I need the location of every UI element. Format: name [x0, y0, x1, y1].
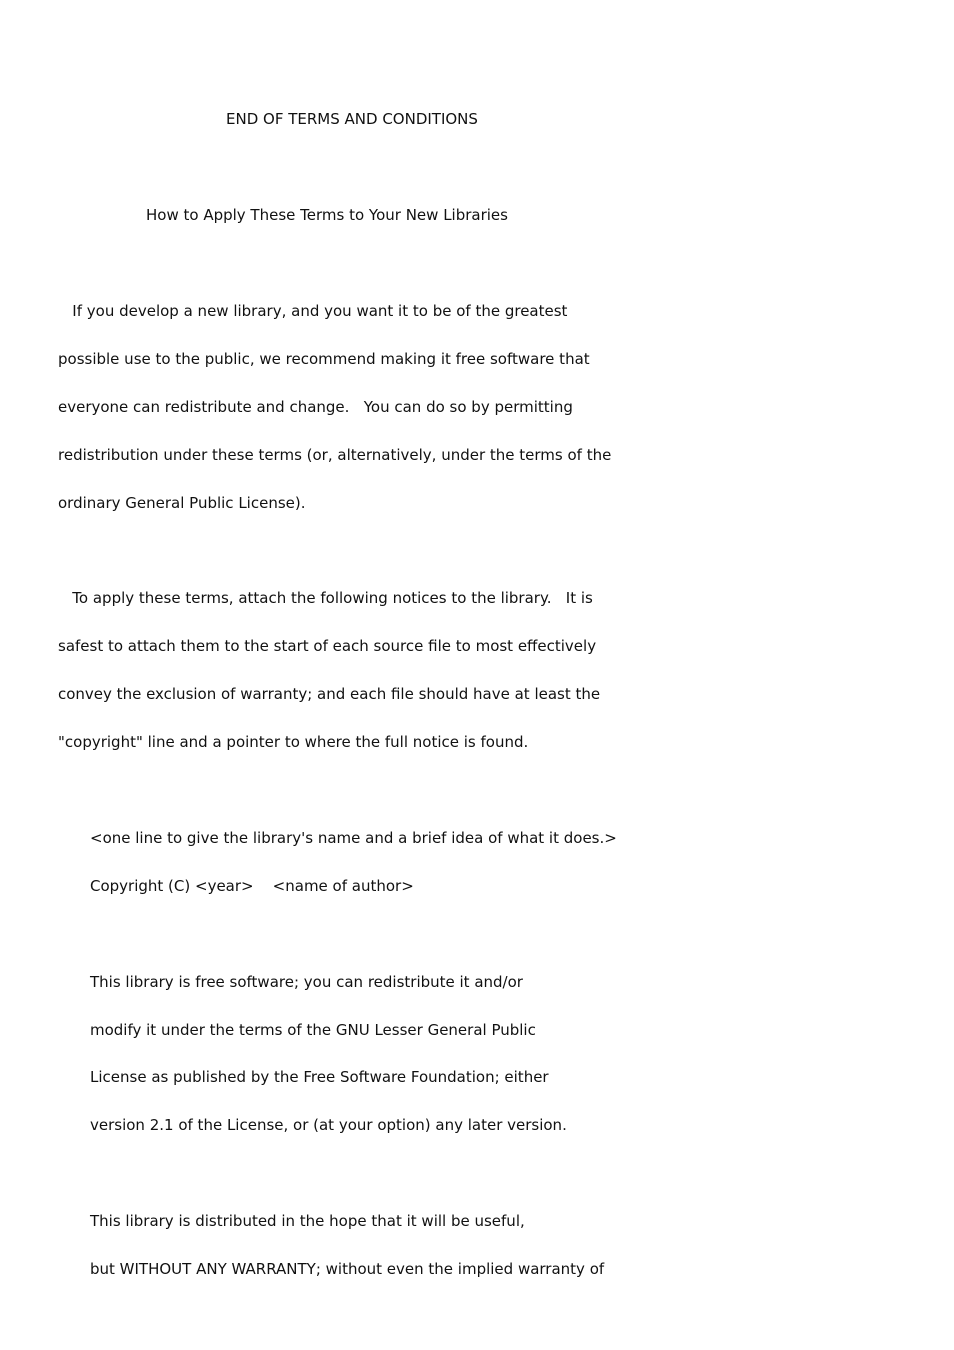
notice-header-line: Copyright (C) <year> <name of author> — [90, 877, 414, 895]
paragraph-line: To apply these terms, attach the following notices to the library. It is — [58, 589, 593, 607]
paragraph-line: "copyright" line and a pointer to where the full notice is found. — [58, 733, 529, 751]
paragraph-line: safest to attach them to the start of each source file to most effectively — [58, 637, 597, 655]
notice-line: This library is distributed in the hope that it will be useful, — [90, 1212, 525, 1230]
how-to-apply-heading: How to Apply These Terms to Your New Libraries — [146, 206, 508, 224]
notice-line: This library is free software; you can redistribute it and/or — [90, 973, 523, 991]
paragraph-line: possible use to the public, we recommend making it free software that — [58, 350, 590, 368]
paragraph-line: ordinary General Public License). — [58, 494, 306, 512]
paragraph-line: redistribution under these terms (or, alternatively, under the terms of the — [58, 446, 612, 464]
paragraph-line: If you develop a new library, and you want it to be of the greatest — [58, 302, 568, 320]
end-of-terms-heading: END OF TERMS AND CONDITIONS — [226, 110, 478, 128]
notice-header-line: <one line to give the library's name and a brief idea of what it does.> — [90, 829, 617, 847]
paragraph-line: convey the exclusion of warranty; and each file should have at least the — [58, 685, 601, 703]
paragraph-line: everyone can redistribute and change. You can do so by permitting — [58, 398, 573, 416]
notice-line: License as published by the Free Software Foundation; either — [90, 1068, 549, 1086]
notice-line: modify it under the terms of the GNU Lesser General Public — [90, 1021, 536, 1039]
notice-line: but WITHOUT ANY WARRANTY; without even the implied warranty of — [90, 1260, 605, 1278]
notice-line: version 2.1 of the License, or (at your option) any later version. — [90, 1116, 567, 1134]
